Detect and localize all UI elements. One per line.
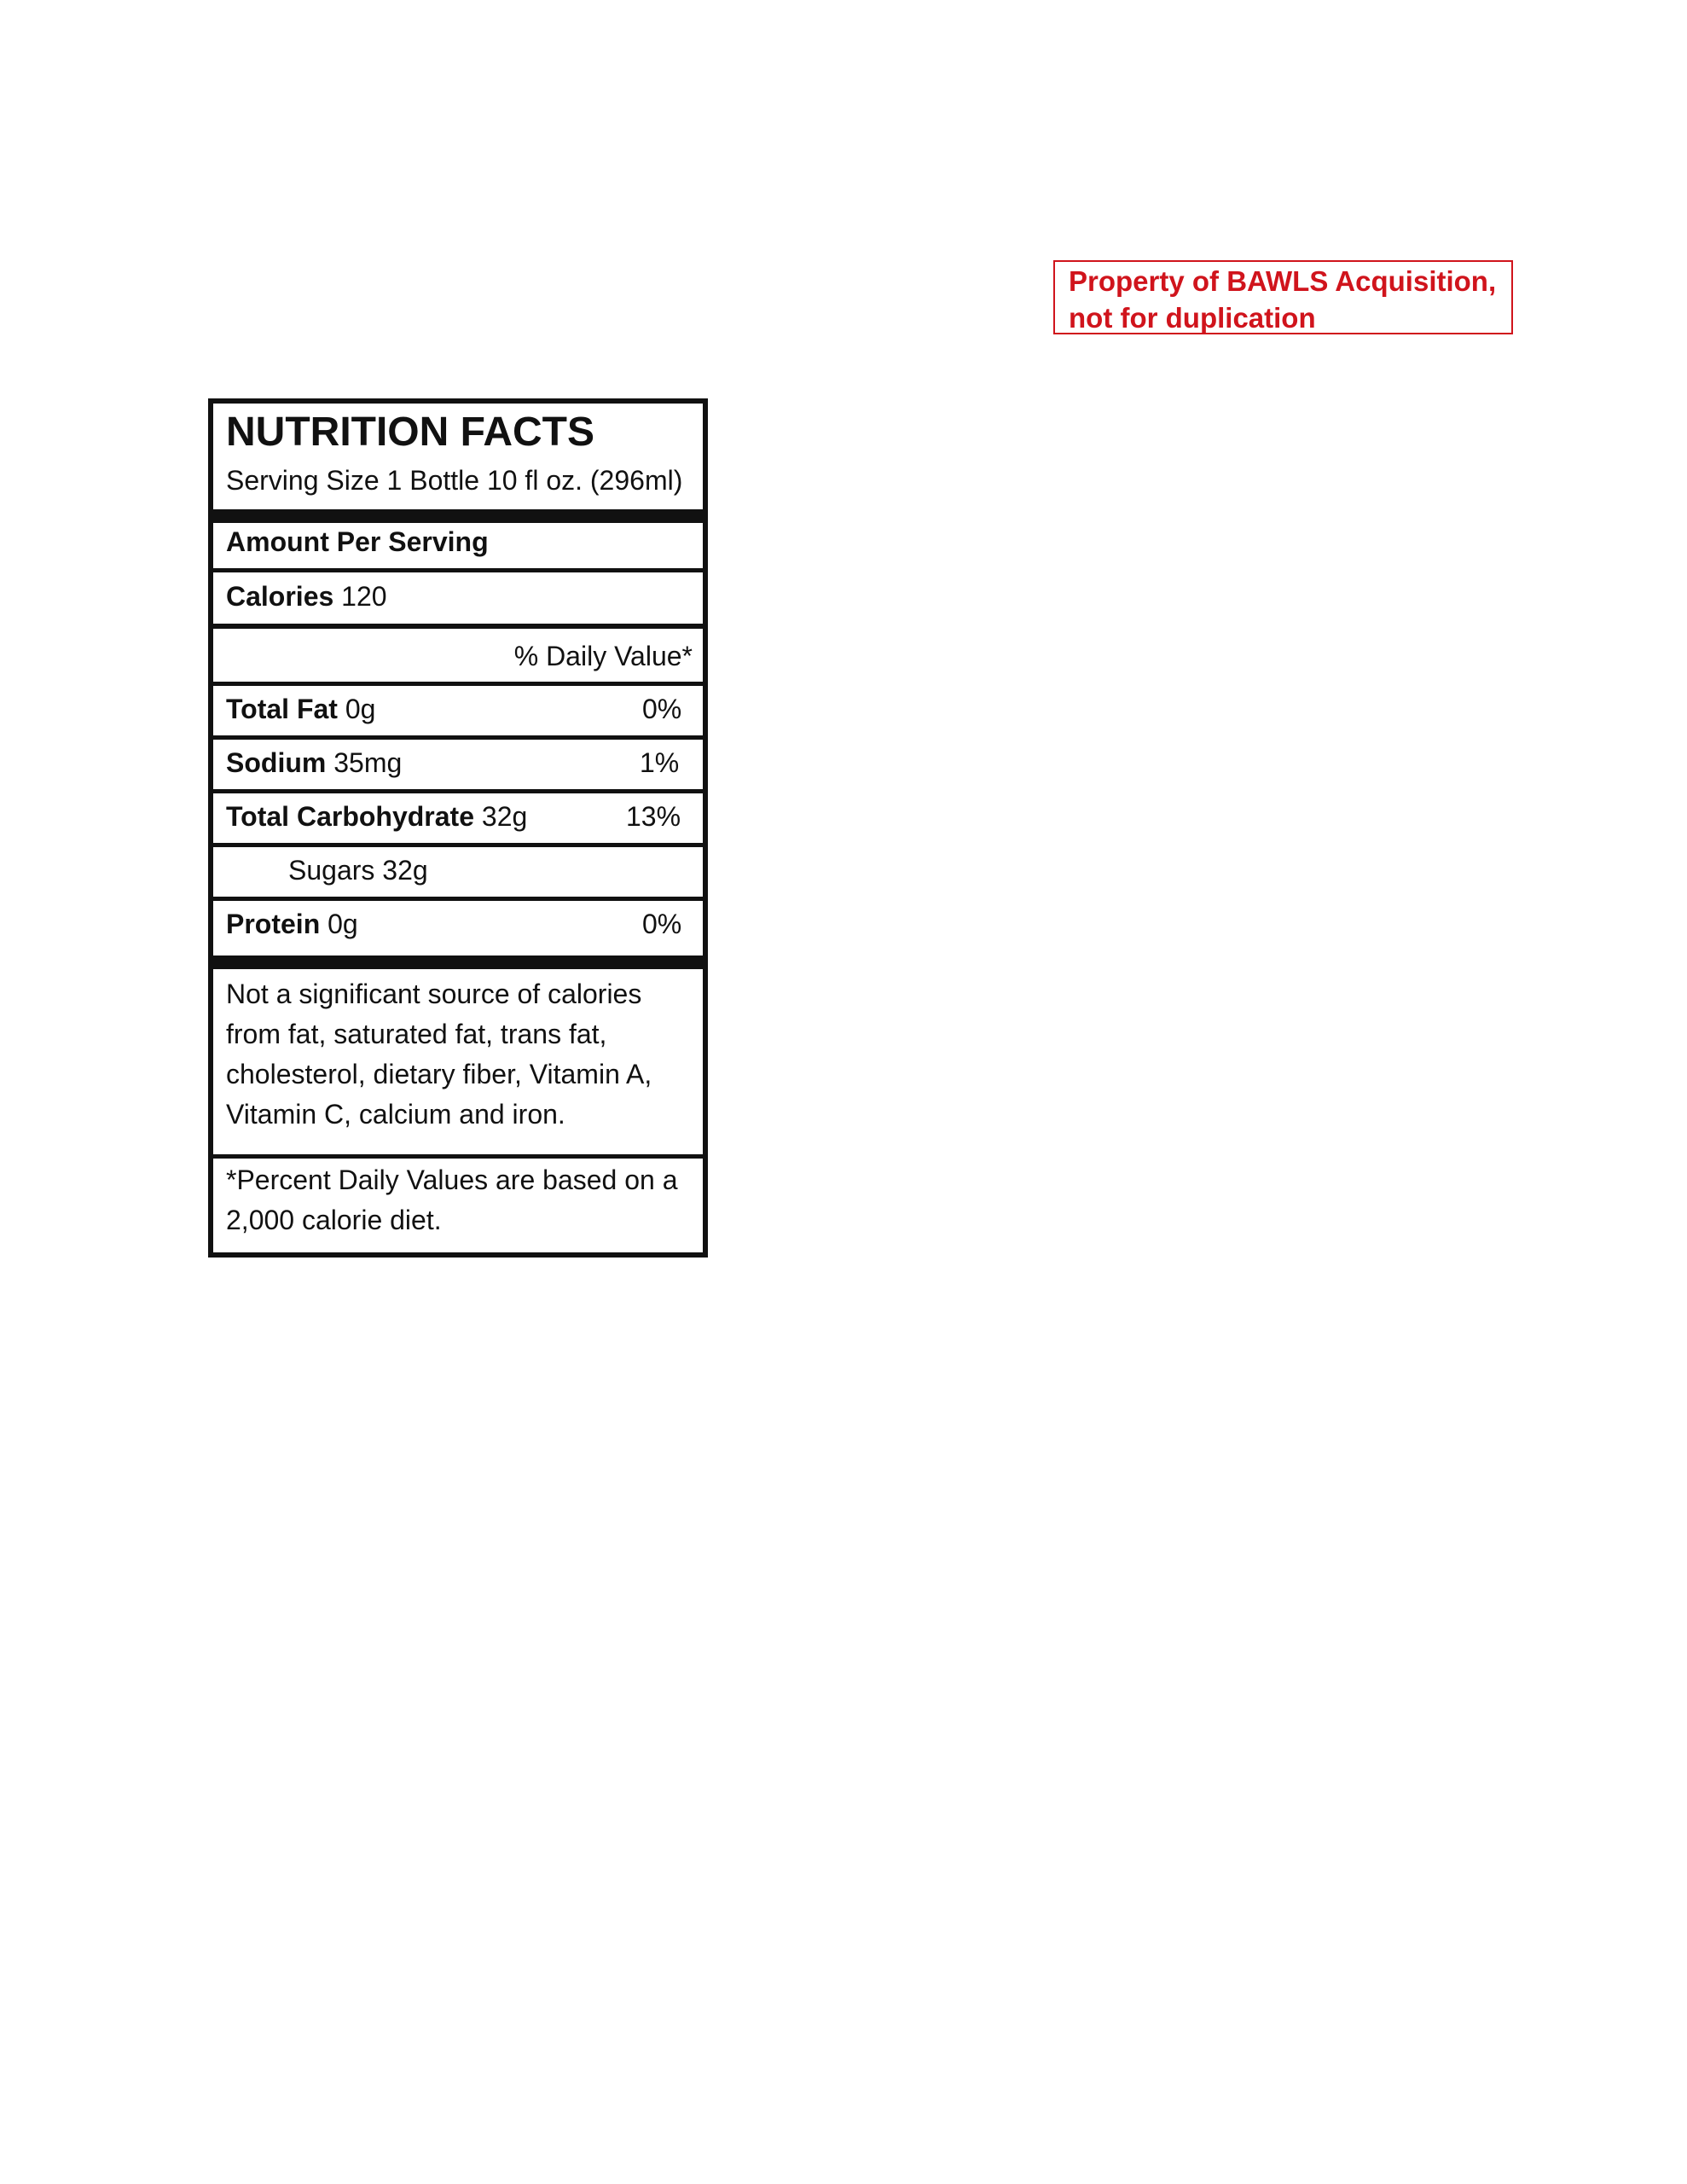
nutrient-row-total-carbohydrate bbox=[213, 799, 703, 834]
nutrient-amount: 35mg bbox=[326, 747, 403, 778]
nutrient-row-sugars bbox=[213, 853, 703, 887]
row-divider bbox=[213, 682, 703, 686]
thick-divider bbox=[213, 509, 703, 523]
row-divider bbox=[213, 789, 703, 793]
row-divider bbox=[213, 624, 703, 629]
nutrient-row-sodium bbox=[213, 746, 703, 780]
nutrition-facts-label bbox=[208, 398, 708, 1258]
row-divider bbox=[213, 735, 703, 740]
nutrient-name: Total Carbohydrate bbox=[226, 801, 474, 832]
nutrient-amount: 0g bbox=[337, 694, 376, 724]
notice-line-1: Property of BAWLS Acquisition, bbox=[1069, 265, 1497, 297]
row-divider bbox=[213, 843, 703, 847]
nutrient-name: Protein bbox=[226, 909, 321, 939]
serving-size: Serving Size 1 Bottle 10 fl oz. (296ml) bbox=[226, 465, 683, 496]
nutrient-dv: 0% bbox=[642, 694, 682, 724]
not-significant-source-note: Not a significant source of calories from fat, saturated fat, trans fat, cholesterol, dietary fiber, Vitamin A, Vitamin C, calcium and iron. bbox=[226, 979, 652, 1130]
calories-label: Calories bbox=[226, 581, 334, 612]
nutrient-amount: Sugars 32g bbox=[288, 855, 428, 886]
nutrient-dv: 13% bbox=[626, 801, 681, 832]
row-divider bbox=[213, 1154, 703, 1159]
row-divider bbox=[213, 897, 703, 901]
thick-divider bbox=[213, 956, 703, 969]
notice-line-2: not for duplication bbox=[1069, 302, 1316, 334]
label-title: NUTRITION FACTS bbox=[226, 410, 594, 455]
daily-value-footnote: *Percent Daily Values are based on a 2,000 calorie diet. bbox=[226, 1165, 678, 1235]
daily-value-header: % Daily Value* bbox=[513, 641, 693, 671]
amount-per-serving: Amount Per Serving bbox=[226, 526, 489, 557]
nutrient-amount: 32g bbox=[474, 801, 528, 832]
nutrient-row-total-fat bbox=[213, 692, 703, 726]
nutrient-amount: 0g bbox=[320, 909, 358, 939]
nutrient-dv: 1% bbox=[640, 747, 680, 778]
calories-value: 120 bbox=[333, 581, 387, 612]
nutrient-dv: 0% bbox=[642, 909, 682, 939]
ownership-notice bbox=[1053, 260, 1513, 334]
nutrient-name: Total Fat bbox=[226, 694, 338, 724]
row-divider bbox=[213, 568, 703, 572]
nutrient-row-protein bbox=[213, 907, 703, 941]
nutrient-name: Sodium bbox=[226, 747, 327, 778]
calories-row bbox=[213, 579, 703, 613]
